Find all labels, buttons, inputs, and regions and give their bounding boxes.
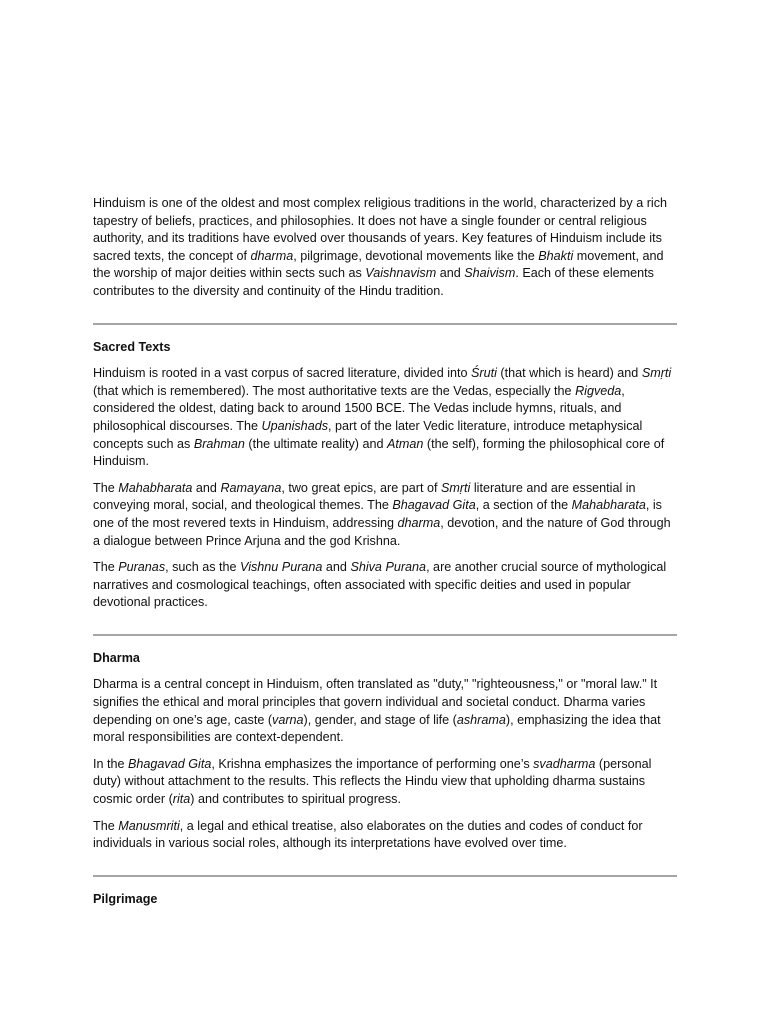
dharma-paragraph-1 [93,676,677,746]
italic-run: Manusmriti [118,818,180,833]
italic-run: Bhagavad Gita [128,756,212,771]
text-run: ), gender, and stage of life ( [303,712,457,727]
italic-run: Brahman [193,436,245,451]
text-run: , are another crucial source of mythological narratives and cosmological teachings, often associated with specific deities and used in popular devotional practices. [93,560,667,610]
text-run: ), emphasizing the idea that moral responsibilities are context-dependent. [93,712,661,745]
italic-run: Atman [387,436,424,451]
italic-run: Smṛti [440,480,471,495]
italic-run: rita [172,792,191,807]
sacred-texts-paragraph-3 [93,559,677,612]
text-run: (that which is heard) and [496,366,642,381]
italic-run: Shiva Purana [350,560,427,575]
document-page [93,195,677,917]
section-heading-sacred-texts: Sacred Texts [93,339,171,354]
italic-run: Vishnu Purana [240,560,323,575]
intro-italic-bhakti: Bhakti [538,248,574,263]
italic-run: Śruti [471,366,497,381]
italic-run: Mahabharata [571,498,646,513]
text-run: (the self), forming the philosophical core of Hinduism. [93,436,665,469]
italic-run: Mahabharata [118,480,193,495]
intro-italic-vaishnavism: Vaishnavism [365,266,437,281]
text-run: In the [93,756,129,771]
sacred-texts-paragraph-2 [93,480,677,550]
text-run: The [93,560,119,575]
text-run: , a legal and ethical treatise, also elaborates on the duties and codes of conduct for individuals in various social roles, although its interpretations have evolved over time. [93,818,643,851]
italic-run: varna [272,712,304,727]
sacred-texts-paragraph-1 [93,365,677,471]
text-run: , two great epics, are part of [281,480,441,495]
text-run: , considered the oldest, dating back to around 1500 BCE. The Vedas include hymns, rituals, and philosophical discourses. The [93,383,625,433]
italic-run: Puranas [118,560,166,575]
dharma-paragraph-3 [93,818,677,853]
italic-run: dharma [397,515,441,530]
text-run: (that which is remembered). The most authoritative texts are the Vedas, especially the [93,383,576,398]
italic-run: ashrama [456,712,506,727]
text-run: and [192,480,221,495]
italic-run: Smṛti [641,366,672,381]
section-heading-pilgrimage: Pilgrimage [93,891,158,906]
dharma-paragraph-2 [93,756,677,809]
text-run: , devotion, and the nature of God through a dialogue between Prince Arjuna and the god Krishna. [93,515,671,548]
text-run: The [93,480,119,495]
intro-paragraph [93,195,677,301]
intro-text-1: Hinduism is one of the oldest and most complex religious traditions in the world, characterized by a rich tapestry of beliefs, practices, and philosophies. It does not have a single founder or central religious authority, and its traditions have evolved over thousands of years. Key features of Hinduism include its sacred texts, the concept of [93,196,667,263]
text-run: and [322,560,351,575]
text-run: , Krishna emphasizes the importance of performing one’s [211,756,534,771]
text-run: literature and are essential in conveying moral, social, and theological themes. The [93,480,636,513]
section-divider [93,875,677,877]
italic-run: Ramayana [220,480,282,495]
text-run: , is one of the most revered texts in Hinduism, addressing [93,498,662,530]
intro-text-5: . Each of these elements contributes to the diversity and continuity of the Hindu tradition. [93,266,654,298]
text-run: , such as the [165,560,241,575]
intro-text-4: and [436,266,465,281]
text-run: , part of the later Vedic literature, introduce metaphysical concepts such as [93,418,643,451]
text-run: Dharma is a central concept in Hinduism, often translated as "duty," "righteousness," or "moral law." It signifies the ethical and moral principles that govern individual and societal conduct. Dharma varies depending on one’s age, caste ( [93,677,658,727]
italic-run: Bhagavad Gita [392,498,476,513]
italic-run: Rigveda [575,383,622,398]
text-run: , a section of the [475,498,572,513]
text-run: (personal duty) without attachment to the results. This reflects the Hindu view that upholding dharma sustains cosmic order ( [93,756,652,807]
section-heading-dharma: Dharma [93,650,140,665]
italic-run: svadharma [533,756,596,771]
section-divider [93,634,677,636]
section-divider [93,323,677,325]
intro-italic-shaivism: Shaivism [464,266,516,281]
intro-text-3: movement, and the worship of major deities within sects such as [93,248,664,281]
text-run: (the ultimate reality) and [244,436,388,451]
text-run: Hinduism is rooted in a vast corpus of sacred literature, divided into [93,366,471,381]
text-run: The [93,818,119,833]
intro-italic-dharma: dharma [250,248,294,263]
text-run: ) and contributes to spiritual progress. [190,792,401,807]
italic-run: Upanishads [261,418,328,433]
intro-text-2: , pilgrimage, devotional movements like the [293,248,539,263]
